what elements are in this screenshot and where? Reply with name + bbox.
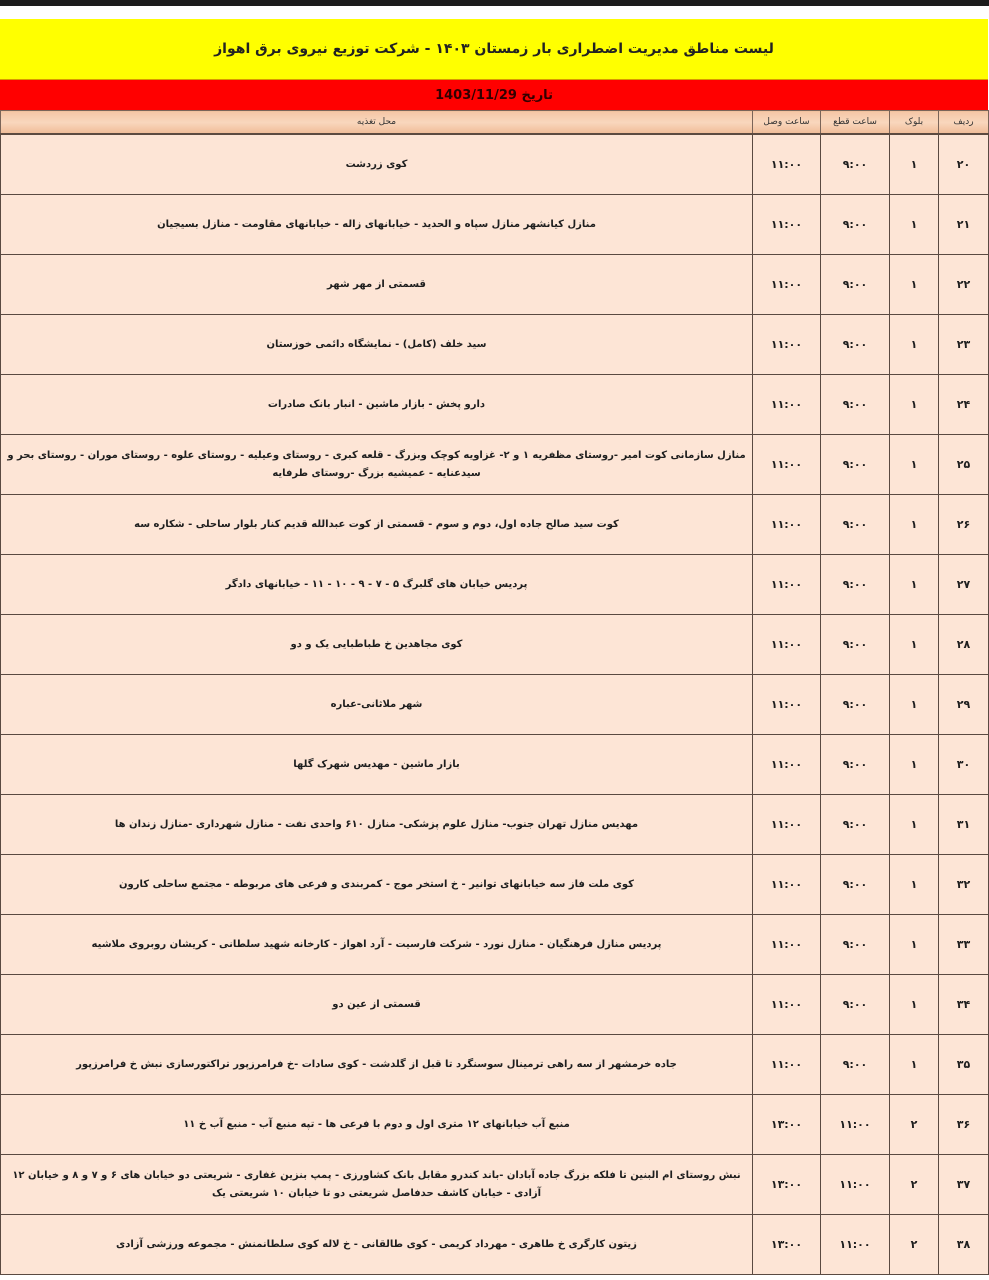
location-cell: کوت سید صالح جاده اول، دوم و سوم - قسمتی از کوت عبدالله قدیم کنار بلوار ساحلی - شکاره سه <box>1 495 753 555</box>
connect-time-cell: ۱۱:۰۰ <box>753 195 821 255</box>
cut-time-cell: ۱۱:۰۰ <box>821 1155 890 1215</box>
cut-time-cell: ۹:۰۰ <box>821 915 890 975</box>
location-cell: قسمتی از مهر شهر <box>1 255 753 315</box>
table-row <box>1 1095 989 1155</box>
location-cell: قسمتی از عین دو <box>1 975 753 1035</box>
cut-time-cell: ۹:۰۰ <box>821 855 890 915</box>
column-header-radif: ردیف <box>939 111 989 135</box>
connect-time-cell: ۱۱:۰۰ <box>753 255 821 315</box>
connect-time-cell: ۱۱:۰۰ <box>753 435 821 495</box>
row-number-cell: ۳۶ <box>939 1095 989 1155</box>
cut-time-cell: ۹:۰۰ <box>821 375 890 435</box>
table-row <box>1 555 989 615</box>
block-cell: ۱ <box>890 1035 939 1095</box>
table-row <box>1 615 989 675</box>
location-cell: منازل کیانشهر منازل سپاه و الحدید - خیابانهای زاله - خیابانهای مقاومت - منازل بسیجیان <box>1 195 753 255</box>
connect-time-cell: ۱۱:۰۰ <box>753 975 821 1035</box>
block-cell: ۱ <box>890 795 939 855</box>
location-cell: بازار ماشین - مهدیس شهرک گلها <box>1 735 753 795</box>
table-row <box>1 855 989 915</box>
cut-time-cell: ۹:۰۰ <box>821 255 890 315</box>
connect-time-cell: ۱۱:۰۰ <box>753 1035 821 1095</box>
location-cell: منبع آب خیابانهای ۱۲ متری اول و دوم با فرعی ها - تپه منبع آب - منبع آب خ ۱۱ <box>1 1095 753 1155</box>
block-cell: ۱ <box>890 195 939 255</box>
cut-time-cell: ۹:۰۰ <box>821 555 890 615</box>
row-number-cell: ۳۱ <box>939 795 989 855</box>
table-header-row <box>1 111 989 135</box>
location-cell: شهر ملاثانی-عباره <box>1 675 753 735</box>
cut-time-cell: ۹:۰۰ <box>821 975 890 1035</box>
row-number-cell: ۳۵ <box>939 1035 989 1095</box>
date-label: تاریخ 1403/11/29 <box>435 87 553 103</box>
cut-time-cell: ۹:۰۰ <box>821 735 890 795</box>
connect-time-cell: ۱۱:۰۰ <box>753 795 821 855</box>
column-header-cut-time: ساعت قطع <box>821 111 890 135</box>
block-cell: ۲ <box>890 1215 939 1275</box>
location-cell: دارو پخش - بازار ماشین - انبار بانک صادرات <box>1 375 753 435</box>
row-number-cell: ۲۹ <box>939 675 989 735</box>
outage-schedule-sheet <box>0 19 988 1275</box>
cut-time-cell: ۹:۰۰ <box>821 795 890 855</box>
table-row <box>1 195 989 255</box>
location-cell: نبش روستای ام البنین تا فلکه بزرگ جاده آبادان -باند کندرو مقابل بانک کشاورزی - پمپ بنزین غفاری - شریعتی دو خیابان های ۶ و ۷ و ۸ و خیابان ۱۲ آزادی - خیابان کاشف حدفاصل شریعتی دو تا خیابان ۱۰ شریعتی یک <box>1 1155 753 1215</box>
connect-time-cell: ۱۱:۰۰ <box>753 855 821 915</box>
location-cell: کوی زردشت <box>1 134 753 195</box>
table-row <box>1 735 989 795</box>
row-number-cell: ۳۳ <box>939 915 989 975</box>
column-header-block: بلوک <box>890 111 939 135</box>
block-cell: ۱ <box>890 555 939 615</box>
row-number-cell: ۲۳ <box>939 315 989 375</box>
block-cell: ۱ <box>890 495 939 555</box>
row-number-cell: ۳۷ <box>939 1155 989 1215</box>
row-number-cell: ۲۷ <box>939 555 989 615</box>
cut-time-cell: ۹:۰۰ <box>821 315 890 375</box>
date-banner <box>0 80 988 110</box>
block-cell: ۱ <box>890 855 939 915</box>
row-number-cell: ۲۲ <box>939 255 989 315</box>
table-row <box>1 1215 989 1275</box>
block-cell: ۱ <box>890 435 939 495</box>
location-cell: پردیس خیابان های گلبرگ ۵ - ۷ - ۹ - ۱۰ - ۱۱ - خیابانهای دادگر <box>1 555 753 615</box>
row-number-cell: ۳۲ <box>939 855 989 915</box>
row-number-cell: ۳۰ <box>939 735 989 795</box>
connect-time-cell: ۱۱:۰۰ <box>753 315 821 375</box>
cut-time-cell: ۹:۰۰ <box>821 134 890 195</box>
connect-time-cell: ۱۱:۰۰ <box>753 495 821 555</box>
row-number-cell: ۳۴ <box>939 975 989 1035</box>
block-cell: ۱ <box>890 315 939 375</box>
table-row <box>1 255 989 315</box>
connect-time-cell: ۱۱:۰۰ <box>753 555 821 615</box>
table-row <box>1 795 989 855</box>
connect-time-cell: ۱۳:۰۰ <box>753 1155 821 1215</box>
row-number-cell: ۲۴ <box>939 375 989 435</box>
row-number-cell: ۲۶ <box>939 495 989 555</box>
row-number-cell: ۳۸ <box>939 1215 989 1275</box>
block-cell: ۱ <box>890 615 939 675</box>
page-title: لیست مناطق مدیریت اضطراری بار زمستان ۱۴۰۳ - شرکت توزیع نیروی برق اهواز <box>214 41 774 57</box>
table-row <box>1 675 989 735</box>
location-cell: جاده خرمشهر از سه راهی ترمینال سوسنگرد تا قبل از گلدشت - کوی سادات -خ فرامرزپور تراکتورسازی نبش خ فرامرزپور <box>1 1035 753 1095</box>
cut-time-cell: ۹:۰۰ <box>821 675 890 735</box>
location-cell: کوی مجاهدین خ طباطبایی یک و دو <box>1 615 753 675</box>
location-cell: پردیس منازل فرهنگیان - منازل نورد - شرکت فارسیت - آرد اهواز - کارخانه شهید سلطانی - کریشان روبروی ملاشیه <box>1 915 753 975</box>
row-number-cell: ۲۱ <box>939 195 989 255</box>
cut-time-cell: ۹:۰۰ <box>821 435 890 495</box>
block-cell: ۱ <box>890 675 939 735</box>
block-cell: ۱ <box>890 134 939 195</box>
row-number-cell: ۲۵ <box>939 435 989 495</box>
cut-time-cell: ۱۱:۰۰ <box>821 1215 890 1275</box>
location-cell: سید خلف (کامل) - نمایشگاه دائمی خوزستان <box>1 315 753 375</box>
table-row <box>1 975 989 1035</box>
table-row <box>1 1035 989 1095</box>
cut-time-cell: ۹:۰۰ <box>821 615 890 675</box>
table-row <box>1 134 989 195</box>
table-row <box>1 315 989 375</box>
connect-time-cell: ۱۱:۰۰ <box>753 375 821 435</box>
block-cell: ۲ <box>890 1155 939 1215</box>
table-row <box>1 435 989 495</box>
outage-table <box>0 110 989 1275</box>
location-cell: کوی ملت فاز سه خیابانهای توانیر - خ استخر موج - کمربندی و فرعی های مربوطه - مجتمع ساحلی کارون <box>1 855 753 915</box>
connect-time-cell: ۱۱:۰۰ <box>753 675 821 735</box>
table-row <box>1 375 989 435</box>
table-row <box>1 1155 989 1215</box>
block-cell: ۲ <box>890 1095 939 1155</box>
connect-time-cell: ۱۱:۰۰ <box>753 915 821 975</box>
block-cell: ۱ <box>890 975 939 1035</box>
connect-time-cell: ۱۱:۰۰ <box>753 134 821 195</box>
row-number-cell: ۲۰ <box>939 134 989 195</box>
block-cell: ۱ <box>890 915 939 975</box>
table-row <box>1 915 989 975</box>
connect-time-cell: ۱۱:۰۰ <box>753 735 821 795</box>
title-banner <box>0 19 988 80</box>
cut-time-cell: ۹:۰۰ <box>821 495 890 555</box>
cut-time-cell: ۹:۰۰ <box>821 195 890 255</box>
row-number-cell: ۲۸ <box>939 615 989 675</box>
location-cell: زیتون کارگری خ طاهری - مهرداد کریمی - کوی طالقانی - خ لاله کوی سلطانمنش - مجموعه ورزشی آزادی <box>1 1215 753 1275</box>
cut-time-cell: ۱۱:۰۰ <box>821 1095 890 1155</box>
block-cell: ۱ <box>890 255 939 315</box>
block-cell: ۱ <box>890 375 939 435</box>
block-cell: ۱ <box>890 735 939 795</box>
table-row <box>1 495 989 555</box>
connect-time-cell: ۱۳:۰۰ <box>753 1095 821 1155</box>
window-top-bar <box>0 0 989 6</box>
connect-time-cell: ۱۳:۰۰ <box>753 1215 821 1275</box>
location-cell: منازل سازمانی کوت امیر -روستای مظفریه ۱ و ۲- غزاویه کوچک وبزرگ - قلعه کبری - روستای وعیلیه - روستای علوه - روستای موران - روستای بحر و سیدعنایه - عمیشیه بزرگ -روستای طرفایه <box>1 435 753 495</box>
cut-time-cell: ۹:۰۰ <box>821 1035 890 1095</box>
column-header-location: محل تغذیه <box>1 111 753 135</box>
connect-time-cell: ۱۱:۰۰ <box>753 615 821 675</box>
column-header-connect-time: ساعت وصل <box>753 111 821 135</box>
location-cell: مهدیس منازل تهران جنوب- منازل علوم پزشکی- منازل ۶۱۰ واحدی نفت - منازل شهرداری -منازل زندان ها <box>1 795 753 855</box>
